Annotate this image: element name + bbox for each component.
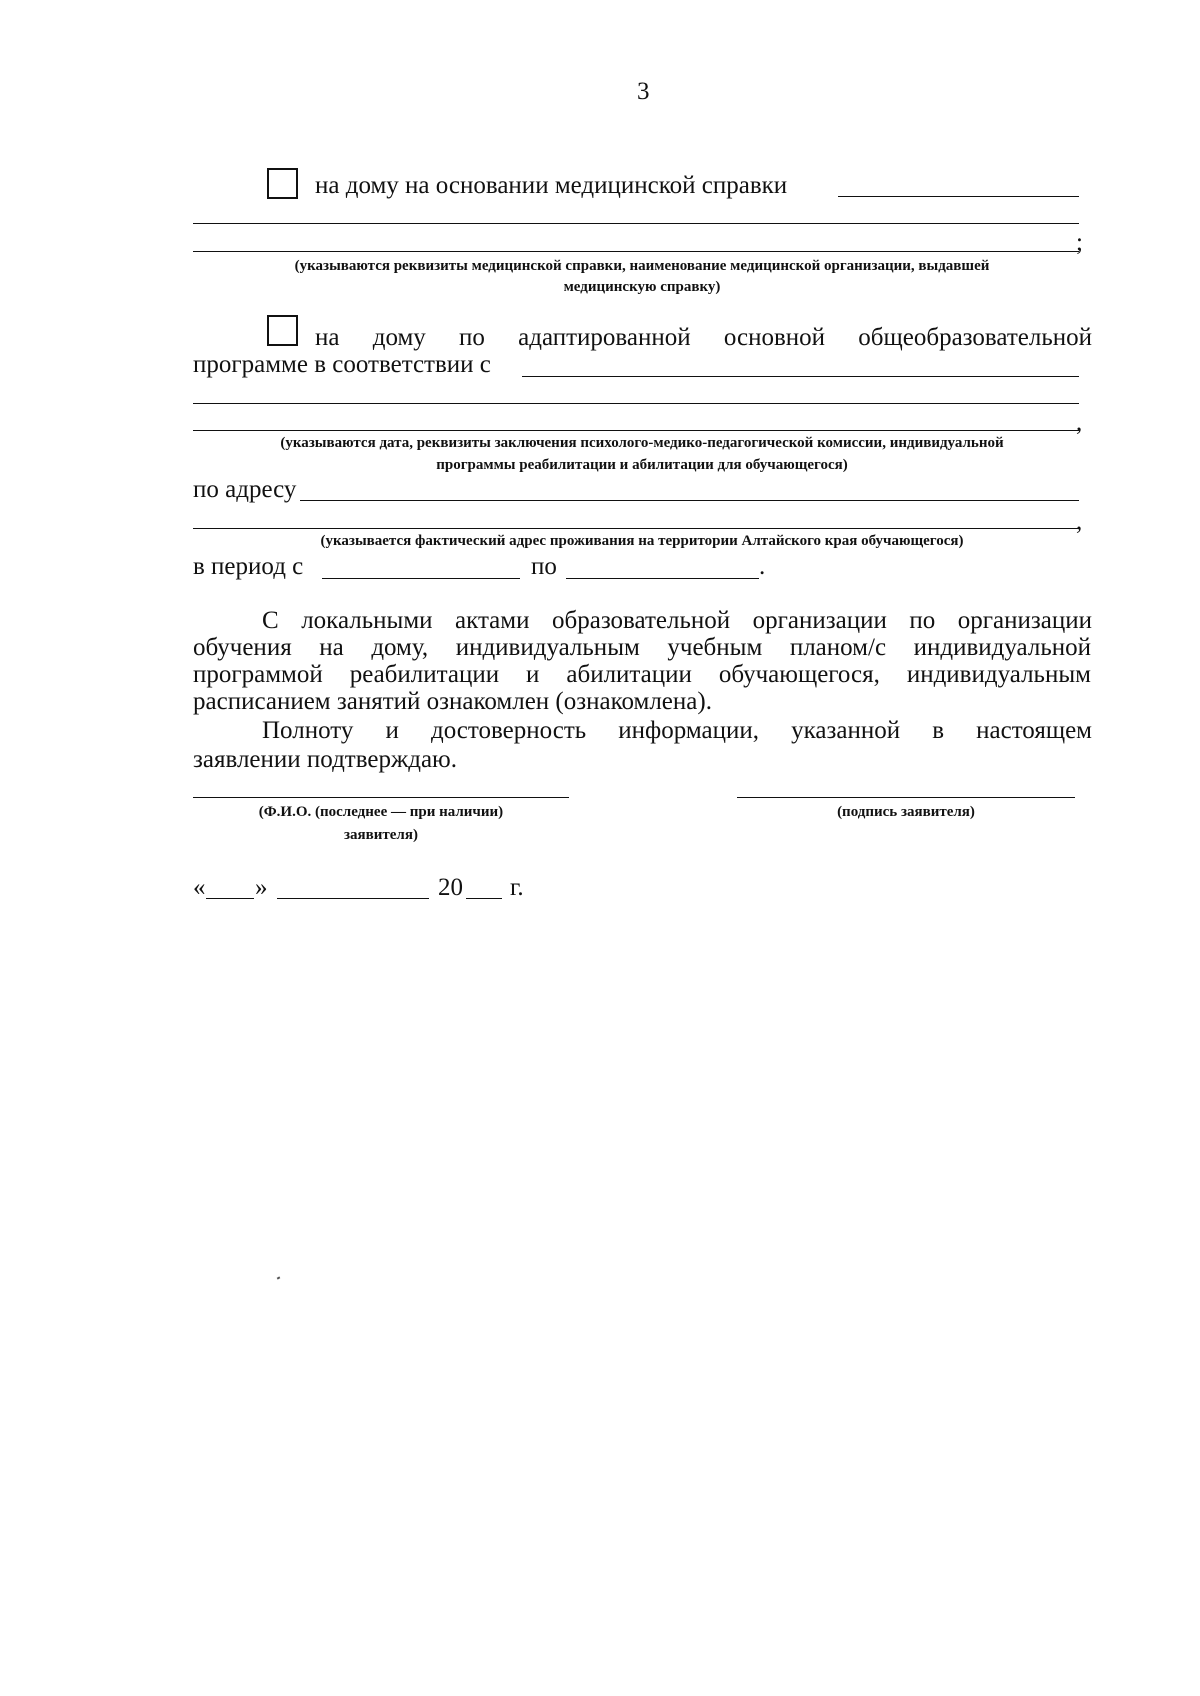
adapted-word: общеобразовательной — [858, 324, 1092, 351]
address-end-mark: , — [1076, 508, 1083, 535]
confirm-word: информации, — [618, 717, 760, 744]
ack-word: образовательной — [552, 607, 731, 634]
ack-word: локальными — [301, 607, 433, 634]
ack-word: обучающегося, — [718, 661, 880, 688]
ack-word: индивидуальным — [906, 661, 1091, 688]
confirm-line2: заявлении подтверждаю. — [193, 746, 457, 773]
date-month-field[interactable] — [277, 898, 429, 899]
adapted-word: основной — [723, 324, 826, 351]
period-from-label: в период с — [193, 553, 304, 580]
period-end-mark: . — [759, 553, 766, 580]
date-year-suffix: г. — [510, 874, 524, 901]
ack-word: и — [526, 661, 540, 688]
medical-end-mark: ; — [1076, 229, 1083, 256]
signature-note: (подпись заявителя) — [837, 804, 975, 820]
ack-word: по — [909, 607, 936, 634]
page-number: 3 — [637, 78, 650, 105]
ack-word: организации — [752, 607, 887, 634]
fio-note-line1: (Ф.И.О. (последнее — при наличии) — [258, 804, 504, 820]
scan-speck — [277, 1276, 281, 1279]
adapted-line1 — [315, 324, 1092, 352]
medical-certificate-field[interactable] — [838, 196, 1079, 197]
home-medical-checkbox[interactable] — [267, 168, 298, 199]
date-open-quote: « — [193, 874, 206, 901]
medical-certificate-field-line3[interactable] — [193, 251, 1079, 252]
adapted-end-mark: , — [1076, 409, 1083, 436]
pmpk-conclusion-field-line2[interactable] — [193, 403, 1079, 404]
period-to-field[interactable] — [566, 578, 759, 579]
date-close-quote: » — [255, 874, 268, 901]
ack-word: индивидуальной — [913, 634, 1091, 661]
ack-line1 — [262, 607, 1092, 635]
confirm-word: Полноту — [262, 717, 354, 744]
ack-word: планом/с — [789, 634, 887, 661]
medical-note-line2: медицинскую справку) — [563, 279, 721, 295]
adapted-note-line2: программы реабилитации и абилитации для обучающегося) — [436, 457, 848, 473]
ack-line3 — [193, 661, 1091, 689]
period-to-label: по — [531, 553, 557, 580]
adapted-note-line1: (указываются дата, реквизиты заключения психолого-медико-педагогической комиссии, индивидуальной — [280, 435, 1004, 451]
medical-certificate-field-line2[interactable] — [193, 223, 1079, 224]
home-adapted-checkbox[interactable] — [267, 315, 298, 346]
confirm-word: и — [385, 717, 399, 744]
confirm-line1 — [262, 717, 1092, 745]
ack-word: С — [262, 607, 279, 634]
ack-word: учебным — [667, 634, 763, 661]
ack-word: программой — [193, 661, 323, 688]
date-year-prefix: 20 — [438, 874, 463, 901]
ack-word: актами — [455, 607, 530, 634]
fio-field[interactable] — [193, 797, 569, 798]
adapted-word: адаптированной — [518, 324, 691, 351]
ack-line4: расписанием занятий ознакомлен (ознакомлена). — [193, 688, 712, 715]
ack-word: абилитации — [566, 661, 692, 688]
adapted-word: дому — [372, 324, 426, 351]
address-field-line2[interactable] — [193, 528, 1079, 529]
confirm-word: достоверность — [430, 717, 587, 744]
date-day-field[interactable] — [206, 898, 254, 899]
confirm-word: настоящем — [976, 717, 1092, 744]
adapted-line2: программе в соответствии с — [193, 351, 491, 378]
ack-word: на — [319, 634, 344, 661]
signature-field[interactable] — [737, 797, 1075, 798]
ack-word: реабилитации — [349, 661, 500, 688]
pmpk-conclusion-field[interactable] — [522, 376, 1079, 377]
ack-word: обучения — [193, 634, 292, 661]
home-medical-label: на дому на основании медицинской справки — [315, 172, 788, 199]
ack-word: дому, — [371, 634, 429, 661]
date-year-field[interactable] — [466, 898, 502, 899]
address-note: (указывается фактический адрес проживания на территории Алтайского края обучающегося) — [320, 533, 964, 549]
ack-line2 — [193, 634, 1091, 662]
ack-word: организации — [957, 607, 1092, 634]
medical-note-line1: (указываются реквизиты медицинской справки, наименование медицинской организации, выдавшей — [294, 258, 990, 274]
adapted-word: на — [315, 324, 340, 351]
ack-word: индивидуальным — [455, 634, 640, 661]
period-from-field[interactable] — [322, 578, 520, 579]
pmpk-conclusion-field-line3[interactable] — [193, 430, 1079, 431]
address-label: по адресу — [193, 476, 297, 503]
fio-note-line2: заявителя) — [344, 827, 418, 843]
address-field[interactable] — [300, 500, 1079, 501]
confirm-word: указанной — [791, 717, 901, 744]
adapted-word: по — [459, 324, 485, 351]
confirm-word: в — [932, 717, 945, 744]
